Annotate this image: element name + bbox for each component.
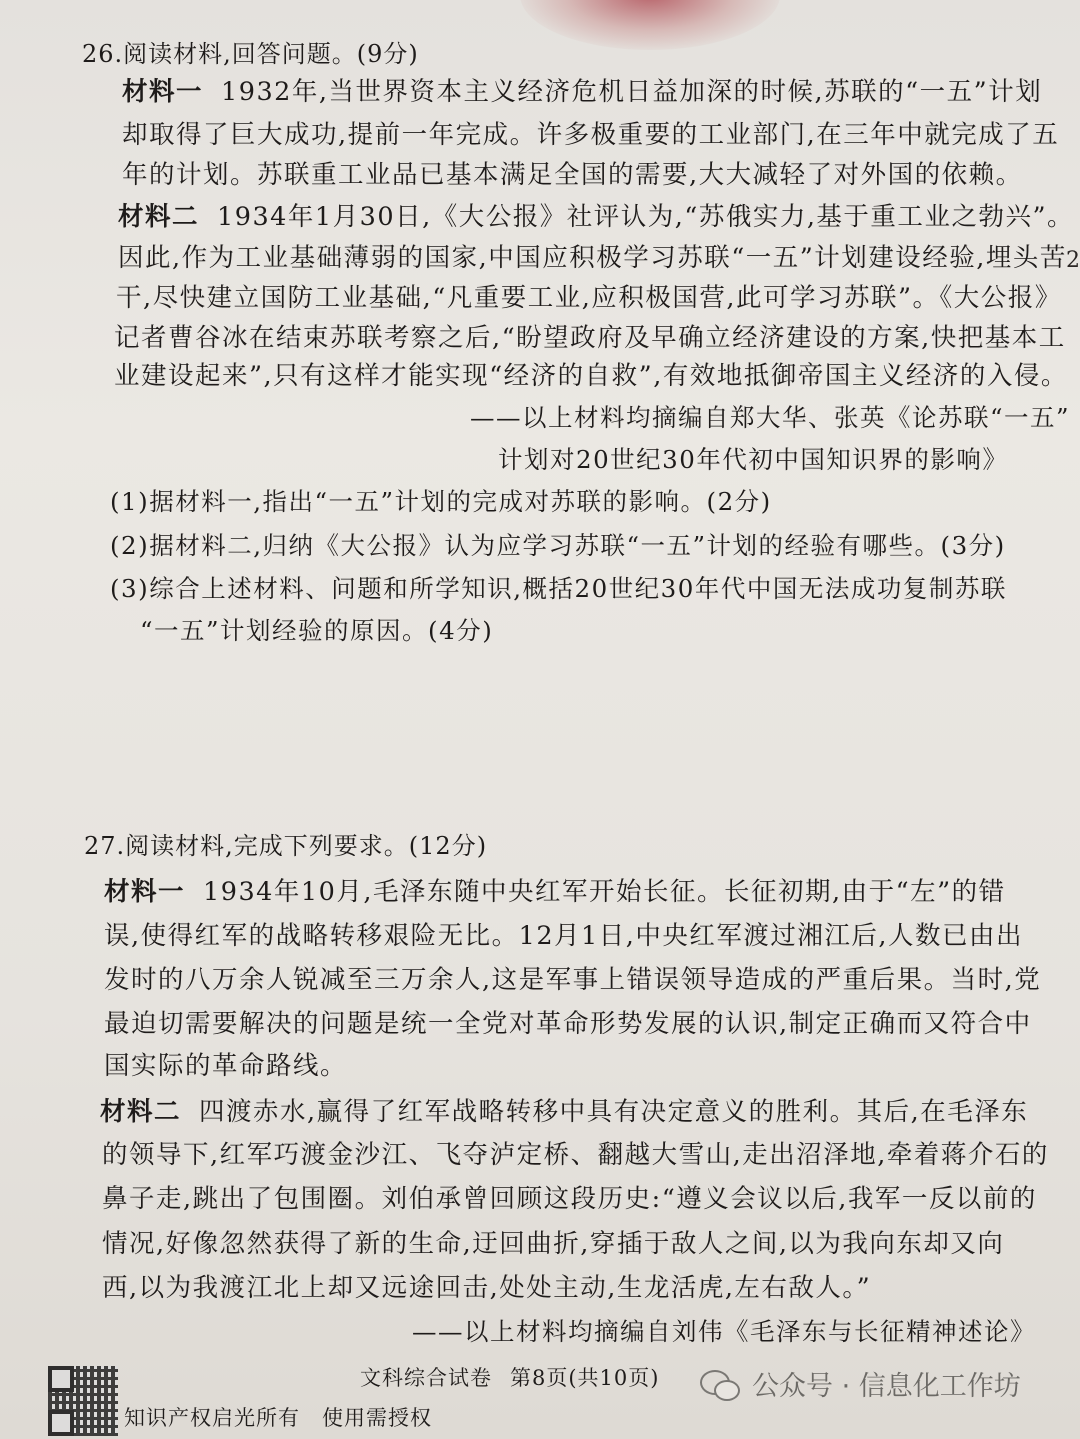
- q26-source: ——以上材料均摘编自郑大华、张英《论苏联“一五”: [470, 403, 1071, 432]
- q26-material1-line: 材料一 1932年,当世界资本主义经济危机日益加深的时候,苏联的“一五”计划: [122, 77, 1043, 107]
- q27-material2-line: 鼻子走,跳出了包围圈。刘伯承曾回顾这段历史:“遵义会议以后,我军一反以前的: [102, 1184, 1037, 1214]
- q27-header: 27.阅读材料,完成下列要求。(12分): [84, 832, 488, 860]
- watermark: [700, 1364, 1021, 1403]
- q27-material1-line: 材料一 1934年10月,毛泽东随中央红军开始长征。长征初期,由于“左”的错: [104, 877, 1006, 907]
- copyright-notice: 知识产权启光所有 使用需授权: [124, 1406, 432, 1430]
- q26-question-2: (2)据材料二,归纳《大公报》认为应学习苏联“一五”计划的经验有哪些。(3分): [110, 531, 1006, 560]
- q27-material2-label: 材料二: [100, 1097, 182, 1127]
- q27-material2-line: 西,以为我渡江北上却又远途回击,处处主动,生龙活虎,左右敌人。”: [102, 1273, 872, 1303]
- wechat-icon: [700, 1368, 740, 1400]
- qr-code-icon: [48, 1366, 118, 1436]
- q26-material1-label: 材料一: [122, 77, 204, 107]
- q27-source: ——以上材料均摘编自刘伟《毛泽东与长征精神述论》: [412, 1317, 1036, 1346]
- q26-material1-line: 却取得了巨大成功,提前一年完成。许多极重要的工业部门,在三年中就完成了五: [122, 120, 1060, 150]
- footer-exam-name: 文科综合试卷: [360, 1366, 492, 1390]
- q26-material2-label: 材料二: [118, 202, 200, 232]
- q27-material2-line: 的领导下,红军巧渡金沙江、飞夺泸定桥、翻越大雪山,走出沼泽地,牵着蒋介石的: [102, 1140, 1049, 1170]
- footer-page-number: 第8页(共10页): [510, 1366, 660, 1390]
- q26-source: 计划对20世纪30年代初中国知识界的影响》: [498, 445, 1009, 474]
- page-footer: [360, 1362, 659, 1392]
- q27-material1-line: 最迫切需要解决的问题是统一全党对革命形势发展的认识,制定正确而又符合中: [104, 1009, 1032, 1039]
- q27-material1-label: 材料一: [104, 877, 186, 907]
- q26-material2-line: 因此,作为工业基础薄弱的国家,中国应积极学习苏联“一五”计划建设经验,埋头苦: [118, 243, 1067, 273]
- q26-header: 26.阅读材料,回答问题。(9分): [82, 40, 419, 68]
- q26-question-1: (1)据材料一,指出“一五”计划的完成对苏联的影响。(2分): [110, 487, 772, 516]
- q27-material2-line: 材料二 四渡赤水,赢得了红军战略转移中具有决定意义的胜利。其后,在毛泽东: [100, 1097, 1029, 1127]
- q27-material1-line: 发时的八万余人锐减至三万余人,这是军事上错误领导造成的严重后果。当时,党: [104, 965, 1042, 995]
- q26-material2-line: 记者曹谷冰在结束苏联考察之后,“盼望政府及早确立经济建设的方案,快把基本工: [114, 323, 1066, 353]
- q27-material1-line: 国实际的革命路线。: [104, 1051, 348, 1081]
- q26-question-3-cont: “一五”计划经验的原因。(4分): [140, 616, 494, 645]
- watermark-text: 公众号 · 信息化工作坊: [752, 1371, 1021, 1402]
- light-glare: [520, 0, 780, 50]
- q26-question-3: (3)综合上述材料、问题和所学知识,概括20世纪30年代中国无法成功复制苏联: [110, 574, 1007, 603]
- edge-page-mark: 2: [1066, 248, 1080, 273]
- q26-material2-line: 业建设起来”,只有这样才能实现“经济的自救”,有效地抵御帝国主义经济的入侵。: [114, 361, 1068, 391]
- q26-material2-line: 干,尽快建立国防工业基础,“凡重要工业,应积极国营,此可学习苏联”。《大公报》: [116, 283, 1062, 313]
- q26-material1-line: 年的计划。苏联重工业品已基本满足全国的需要,大大减轻了对外国的依赖。: [122, 160, 1023, 190]
- q26-material2-line: 材料二 1934年1月30日,《大公报》社评认为,“苏俄实力,基于重工业之勃兴”。: [118, 202, 1074, 232]
- q27-material1-line: 误,使得红军的战略转移艰险无比。12月1日,中央红军渡过湘江后,人数已由出: [104, 921, 1023, 951]
- q27-material2-line: 情况,好像忽然获得了新的生命,迂回曲折,穿插于敌人之间,以为我向东却又向: [102, 1229, 1005, 1259]
